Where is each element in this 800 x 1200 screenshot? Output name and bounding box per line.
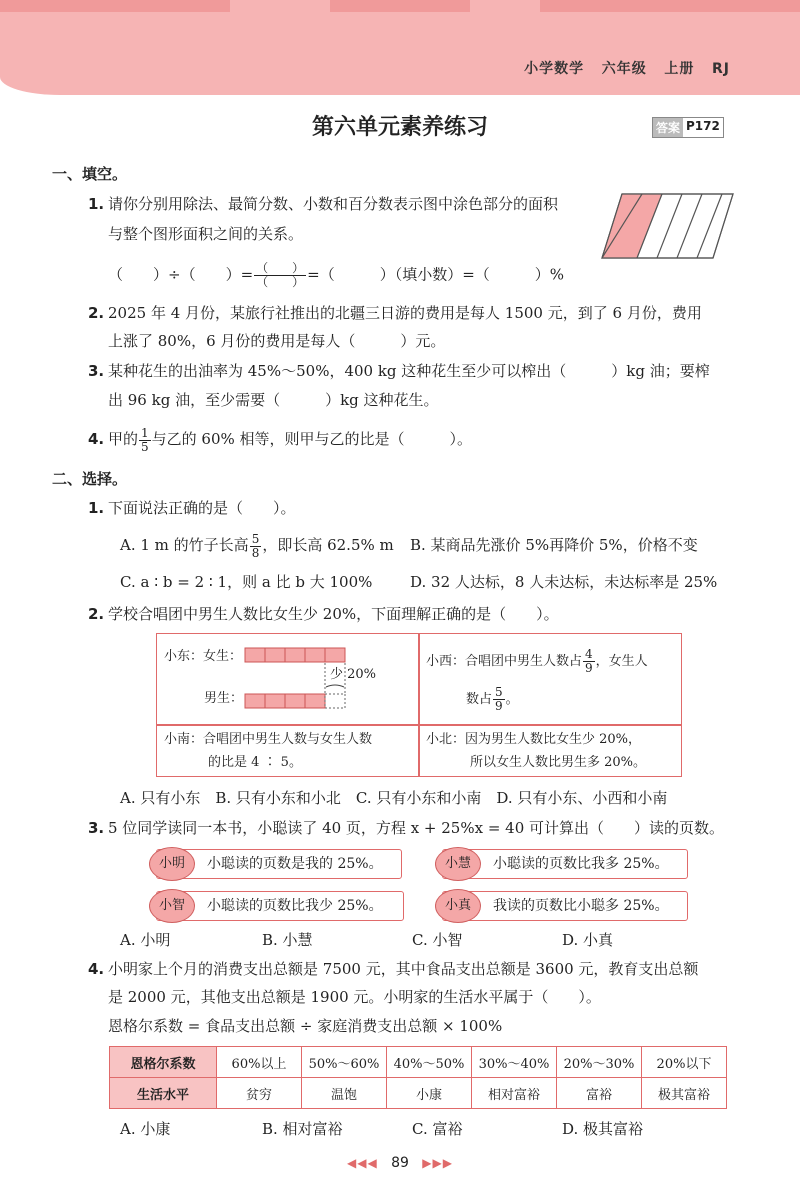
engel-table [109,1046,727,1109]
speech-xiaohui: 小慧 小聪读的页数比我多 25%。 [442,849,688,879]
question-number: 1. [88,499,105,517]
section-heading: 二、选择。 [52,470,128,488]
question-text: 与整个图形面积之间的关系。 [108,225,304,243]
answer-reference: 答案 P172 [652,117,724,138]
fraction: $\frac{1}{5}$ [141,425,149,454]
name-tag: 小明 [149,847,195,881]
question-text: 请你分别用除法、最简分数、小数和百分数表示图中涂色部分的面积 [108,195,559,213]
option-a: A. 1 m 的竹子长高 $\frac{5}{8}$ ，即长高 62.5% m [120,531,394,560]
speech-xiaozhen: 小真 我读的页数比小聪多 25%。 [442,891,688,921]
question-number: 2. [88,605,105,623]
question-number: 2. [88,304,105,322]
bei-opinion: 所以女生人数比男生多 20%。 [470,755,647,770]
question-number: 4. [88,430,105,448]
table-row: 生活水平 贫穷 温饱 小康 相对富裕 富裕 极其富裕 [110,1078,727,1109]
option-a: A. 小康 [120,1120,171,1138]
banner-strip [540,0,800,12]
option-b: B. 小慧 [262,931,313,949]
banner-strip [0,0,230,12]
option-c: C. 小智 [412,931,463,949]
question-number: 4. [88,960,105,978]
parallelogram-figure [600,192,735,262]
fill-in-line: （ ）÷（ ）= $\frac{( )}{( )}$ =（ ）（填小数）=（ ）% [108,261,565,289]
q2-options: A. 只有小东 B. 只有小东和小北 C. 只有小东和小南 D. 只有小东、小西和小南 [120,789,668,807]
speech-xiaoming: 小明 小聪读的页数是我的 25%。 [156,849,402,879]
option-c: C. a ∶ b = 2 ∶ 1，则 a 比 b 大 100% [120,573,373,591]
xi-opinion: 小西：合唱团中男生人数占 $\frac{4}{9}$ ，女生人 [426,647,648,675]
section-heading: 一、填空。 [52,165,128,183]
bei-opinion: 小北：因为男生人数比女生少 20%， [426,732,642,747]
question-text: 5 位同学读同一本书，小聪读了 40 页，方程 x + 25%x = 40 可计算出（ ）读的页数。 [108,819,725,837]
table-divider [156,724,682,726]
question-text: 上涨了 80%，6 月份的费用是每人（ ）元。 [108,332,446,350]
table-row: 恩格尔系数 60%以上 50%～60% 40%～50% 30%～40% 20%～30% 20%以下 [110,1047,727,1078]
option-c: C. 富裕 [412,1120,463,1138]
page-footer [0,1155,800,1171]
name-tag: 小智 [149,889,195,923]
fraction: $\frac{4}{9}$ [585,647,593,675]
speech-xiaozhi: 小智 小聪读的页数比我少 25%。 [156,891,404,921]
option-b: B. 某商品先涨价 5%再降价 5%，价格不变 [410,536,698,554]
name-tag: 小慧 [435,847,481,881]
option-a: A. 小明 [120,931,171,949]
question-text: 某种花生的出油率为 45%～50%，400 kg 这种花生至少可以榨出（ ）kg 油；要榨 [108,362,710,380]
page-number: 89 [391,1155,409,1171]
question-number: 1. [88,195,105,213]
option-b: B. 相对富裕 [262,1120,343,1138]
nan-opinion: 的比是 4 ∶ 5。 [208,755,302,770]
fraction: $\frac{5}{8}$ [251,531,260,560]
question-text: 是 2000 元，其他支出总额是 1900 元。小明家的生活水平属于（ ）。 [108,988,601,1006]
less-label: 少 20% [330,667,377,682]
next-arrows-icon: ▶▶▶ [422,1156,453,1170]
table-divider [418,633,420,777]
prev-arrows-icon: ◀◀◀ [347,1156,378,1170]
banner-strip [330,0,470,12]
page-title: 第六单元素养练习 [311,115,488,140]
question-text: 2025 年 4 月份，某旅行社推出的北疆三日游的费用是每人 1500 元，到了 6 月份，费用 [108,304,702,322]
question-text: 小明家上个月的消费支出总额是 7500 元，其中食品支出总额是 3600 元，教育支出总额 [108,960,699,978]
name-tag: 小真 [435,889,481,923]
option-d: D. 32 人达标，8 人未达标，未达标率是 25% [410,573,718,591]
question-text: 下面说法正确的是（ ）。 [108,499,296,517]
header-banner [0,0,800,95]
dong-boy-label: 男生： [204,691,244,706]
dong-girl-label: 小东：女生： [164,649,243,664]
formula: 恩格尔系数 = 食品支出总额 ÷ 家庭消费支出总额 × 100% [108,1017,503,1035]
question-text: 学校合唱团中男生人数比女生少 20%，下面理解正确的是（ ）。 [108,605,559,623]
xi-opinion-2: 数占 $\frac{5}{9}$ 。 [466,685,519,713]
fraction-blank: $\frac{( )}{( )}$ [256,261,305,289]
question-text: 甲的 $\frac{1}{5}$ 与乙的 60% 相等，则甲与乙的比是（ ）。 [108,425,473,454]
question-text: 出 96 kg 油，至少需要（ ）kg 这种花生。 [108,391,439,409]
header-info: 小学数学 六年级 上册 RJ [524,61,730,77]
nan-opinion: 小南：合唱团中男生人数与女生人数 [164,732,373,747]
option-d: D. 极其富裕 [562,1120,644,1138]
question-number: 3. [88,819,105,837]
question-number: 3. [88,362,105,380]
fraction: $\frac{5}{9}$ [495,685,503,713]
option-d: D. 小真 [562,931,614,949]
